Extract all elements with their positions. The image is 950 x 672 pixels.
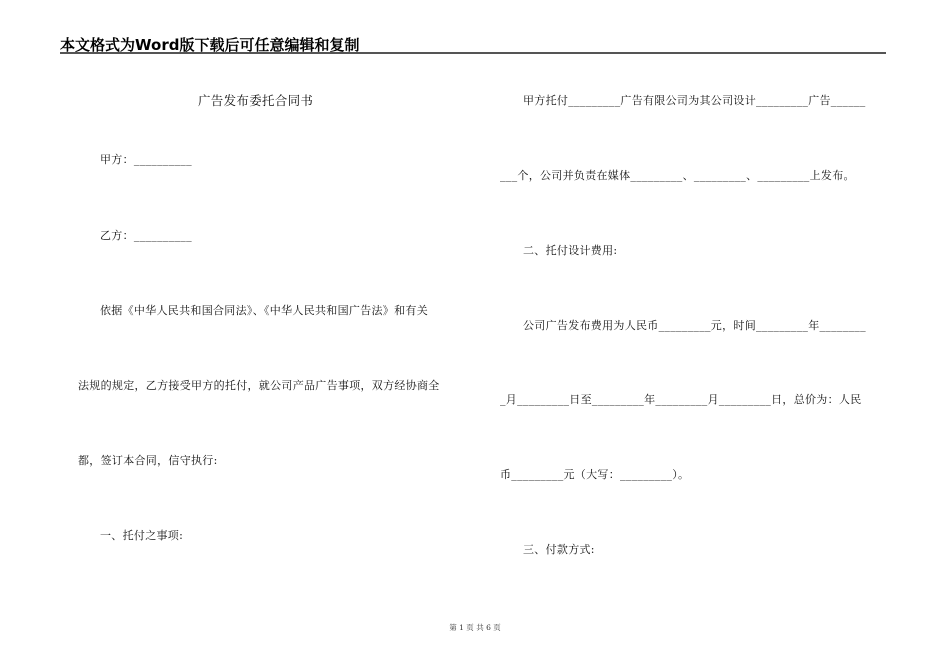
paragraph-line: 依据《中华人民共和国合同法》、《中华人民共和国广告法》和有关 bbox=[100, 304, 428, 317]
page-number: 第 1 页 共 6 页 bbox=[449, 623, 501, 632]
paragraph-line: 公司广告发布费用为人民币_________元，时间_________年________ bbox=[523, 319, 866, 332]
paragraph-line: _月_________日至_________年_________月_________日，总价为：人民 bbox=[500, 393, 862, 406]
section-heading: 一、托付之事项: bbox=[100, 529, 184, 542]
party-b-line: 乙方：__________ bbox=[100, 229, 192, 242]
paragraph-line: 币_________元（大写：_________）。 bbox=[500, 468, 690, 481]
document-title: 广告发布委托合同书 bbox=[198, 93, 314, 108]
paragraph-line: 甲方托付_________广告有限公司为其公司设计_________广告______ bbox=[523, 94, 866, 107]
party-a-line: 甲方：__________ bbox=[100, 153, 192, 166]
header-divider bbox=[60, 52, 886, 54]
paragraph-line: 法规的规定，乙方接受甲方的托付，就公司产品广告事项，双方经协商全 bbox=[78, 379, 440, 392]
section-heading: 三、付款方式: bbox=[523, 543, 595, 556]
header-title: 本文格式为Word版下载后可任意编辑和复制 bbox=[60, 36, 360, 54]
paragraph-line: 都，签订本合同，信守执行: bbox=[78, 454, 218, 467]
section-heading: 二、托付设计费用: bbox=[523, 244, 618, 257]
paragraph-line: ___个，公司并负责在媒体_________、_________、_________上发布。 bbox=[500, 169, 855, 182]
